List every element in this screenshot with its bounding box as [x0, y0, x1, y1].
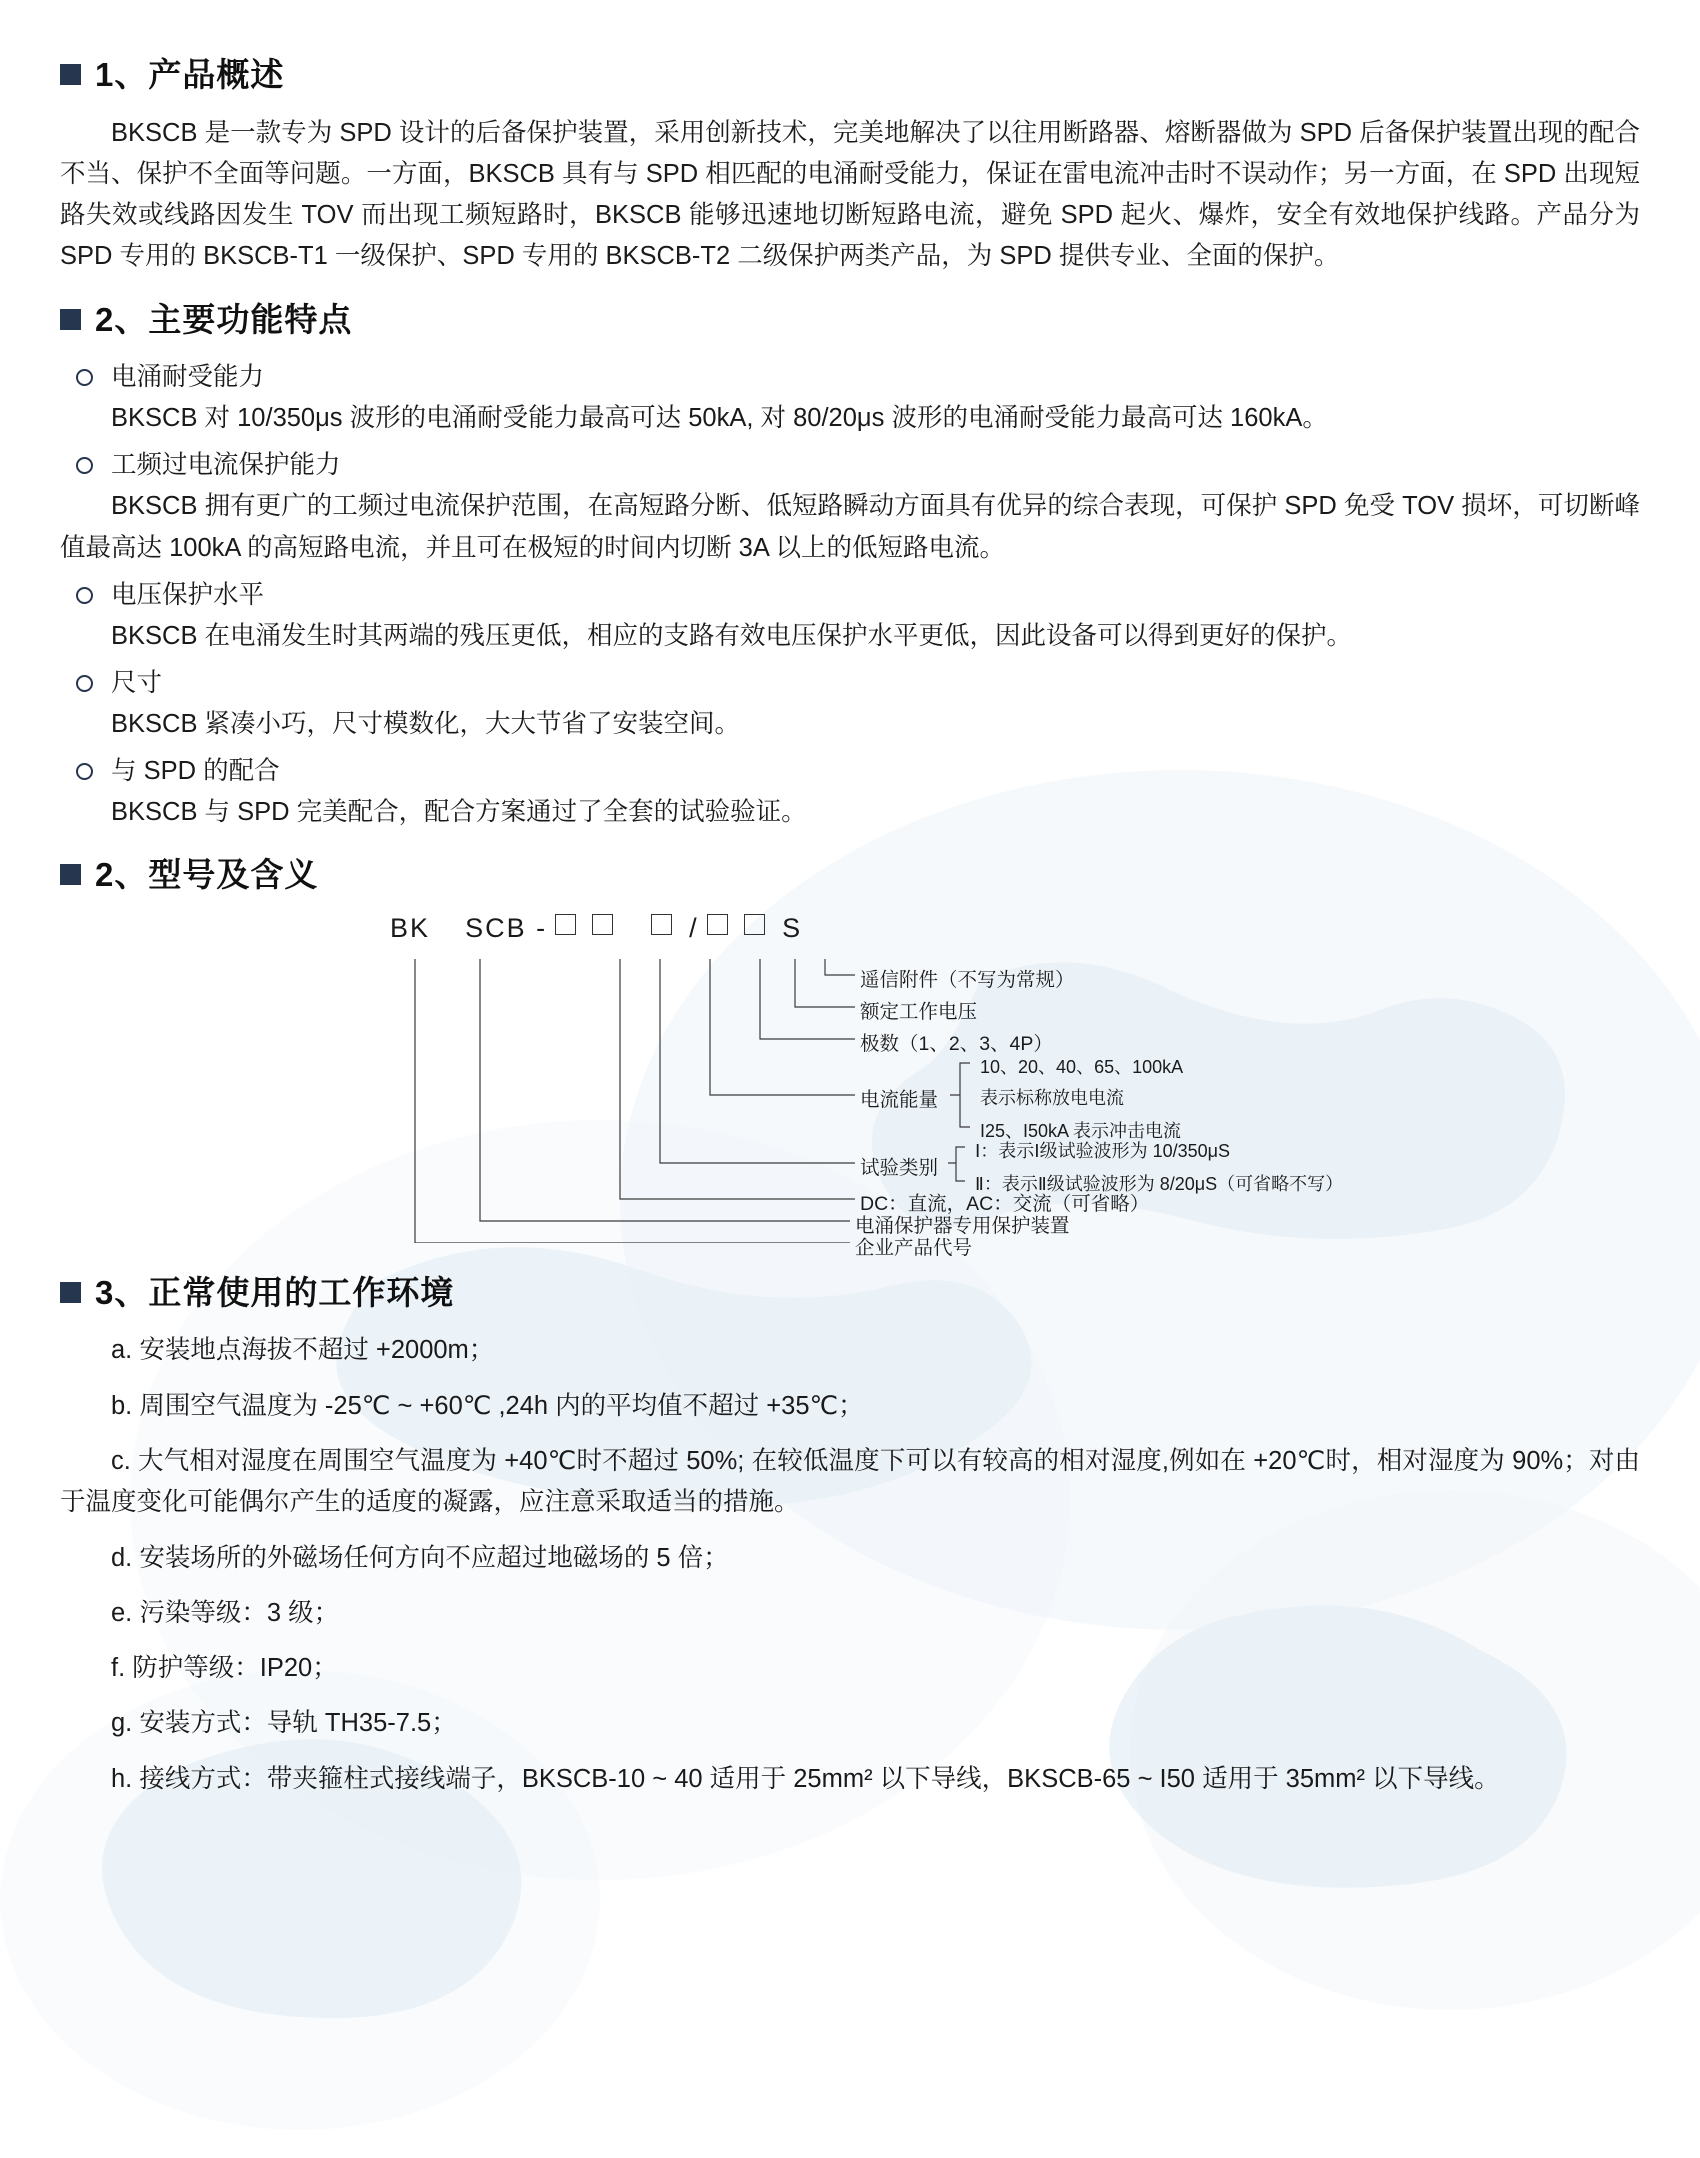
- model-heading: [60, 855, 1640, 895]
- features-heading-text: 2、主要功能特点: [95, 300, 353, 338]
- feature-item: [60, 663, 1640, 745]
- model-label-dcac: DC：直流，AC：交流（可省略）: [860, 1192, 1150, 1215]
- model-label-company: 企业产品代号: [855, 1236, 973, 1259]
- environment-item: f. 防护等级：IP20；: [111, 1654, 338, 1683]
- model-code-prefix: BK: [390, 912, 431, 943]
- square-bullet-icon: [60, 1282, 81, 1303]
- model-label-voltage: 额定工作电压: [860, 1000, 978, 1023]
- model-label-energy: 电流能量: [860, 1088, 939, 1111]
- feature-desc-text: BKSCB 拥有更广的工频过电流保护范围，在高短路分断、低短路瞬动方面具有优异的综合表现，可保护 SPD 免受 TOV 损坏，可切断峰值最高达 100kA 的高短路电流，并且可在极短的时间内切断 3A 以上的低短路电流。: [60, 492, 1640, 562]
- model-label-device: 电涌保护器专用保护装置: [855, 1214, 1070, 1237]
- environment-item: g. 安装方式：导轨 TH35-7.5；: [111, 1709, 457, 1738]
- model-label-energy-note3: I25、I50kA 表示冲击电流: [980, 1120, 1182, 1141]
- environment-heading: [60, 1273, 1640, 1313]
- model-code-mid: SCB: [465, 912, 527, 943]
- circle-bullet-icon: [76, 369, 93, 386]
- feature-title-text: 电涌耐受能力: [111, 363, 265, 392]
- square-bullet-icon: [60, 64, 81, 85]
- model-label-test-note1: Ⅰ：表示Ⅰ级试验波形为 10/350μS: [975, 1140, 1231, 1161]
- environment-item: b. 周围空气温度为 -25℃ ~ +60℃ ,24h 内的平均值不超过 +35℃；: [111, 1391, 864, 1420]
- model-label-energy-note2: 表示标称放电电流: [980, 1087, 1124, 1108]
- circle-bullet-icon: [76, 763, 93, 780]
- feature-item: [60, 751, 1640, 833]
- feature-title-text: 尺寸: [111, 668, 163, 697]
- environment-item: a. 安装地点海拔不超过 +2000m；: [111, 1336, 495, 1365]
- model-code-diagram: [60, 912, 1640, 1259]
- feature-title-text: 工频过电流保护能力: [111, 451, 341, 480]
- circle-bullet-icon: [76, 587, 93, 604]
- model-code-suffix: S: [782, 912, 803, 943]
- model-label-test-class: 试验类别: [860, 1156, 939, 1179]
- overview-heading: [60, 55, 1640, 95]
- feature-title-row: [60, 445, 1640, 486]
- square-bullet-icon: [60, 864, 81, 885]
- model-code-dash: -: [536, 912, 548, 943]
- environment-item: h. 接线方式：带夹箍柱式接线端子，BKSCB-10 ~ 40 适用于 25mm² 以下导线，BKSCB-65 ~ I50 适用于 35mm² 以下导线。: [111, 1764, 1500, 1793]
- section-model-code: [60, 855, 1640, 1259]
- overview-paragraph: BKSCB 是一款专为 SPD 设计的后备保护装置，采用创新技术，完美地解决了以往用断路器、熔断器做为 SPD 后备保护装置出现的配合不当、保护不全面等问题。一方面，BKSCB 具有与 SPD 相匹配的电涌耐受能力，保证在雷电流冲击时不误动作；另一方面，在 SPD 出现短路失效或线路因发生 TOV 而出现工频短路时，BKSCB 能够迅速地切断短路电流，避免 SPD 起火、爆炸，安全有效地保护线路。产品分为 SPD 专用的 BKSCB-T1 一级保护、SPD 专用的 BKSCB-T2 二级保护两类产品，为 SPD 提供专业、全面的保护。: [60, 118, 1640, 271]
- square-bullet-icon: [60, 309, 81, 330]
- feature-title-row: [60, 357, 1640, 398]
- section-features: [60, 300, 1640, 833]
- circle-bullet-icon: [76, 675, 93, 692]
- environment-item: c. 大气相对湿度在周围空气温度为 +40℃时不超过 50%; 在较低温度下可以有较高的相对湿度,例如在 +20℃时，相对湿度为 90%；对由于温度变化可能偶尔产生的适度的凝露，应注意采取适当的措施。: [60, 1446, 1640, 1517]
- model-label-remote: 遥信附件（不写为常规）: [860, 968, 1075, 991]
- feature-title-text: 电压保护水平: [111, 580, 265, 609]
- environment-item: d. 安装场所的外磁场任何方向不应超过地磁场的 5 倍；: [111, 1543, 729, 1572]
- section-overview: [60, 55, 1640, 278]
- feature-item: [60, 357, 1640, 439]
- feature-item: [60, 445, 1640, 568]
- overview-heading-text: 1、产品概述: [95, 56, 285, 93]
- environment-heading-text: 3、正常使用的工作环境: [95, 1273, 455, 1311]
- feature-item: [60, 575, 1640, 657]
- model-leader-lines: [60, 913, 1640, 1243]
- feature-title-row: [60, 663, 1640, 704]
- feature-desc-text: BKSCB 在电涌发生时其两端的残压更低，相应的支路有效电压保护水平更低，因此设备可以得到更好的保护。: [111, 621, 1353, 650]
- section-environment: [60, 1273, 1640, 1800]
- model-label-poles: 极数（1、2、3、4P）: [860, 1032, 1053, 1055]
- circle-bullet-icon: [76, 457, 93, 474]
- feature-title-row: [60, 751, 1640, 792]
- feature-desc-text: BKSCB 与 SPD 完美配合，配合方案通过了全套的试验验证。: [111, 797, 807, 826]
- feature-title-text: 与 SPD 的配合: [111, 757, 280, 786]
- model-code-slash: /: [689, 912, 699, 943]
- model-label-energy-note1: 10、20、40、65、100kA: [980, 1056, 1184, 1077]
- model-label-test-note2: Ⅱ：表示Ⅱ级试验波形为 8/20μS（可省略不写）: [975, 1173, 1344, 1194]
- feature-title-row: [60, 575, 1640, 616]
- feature-desc-text: BKSCB 对 10/350μs 波形的电涌耐受能力最高可达 50kA, 对 80/20μs 波形的电涌耐受能力最高可达 160kA。: [111, 404, 1328, 433]
- model-heading-text: 2、型号及含义: [95, 856, 319, 894]
- features-heading: [60, 300, 1640, 340]
- feature-desc-text: BKSCB 紧凑小巧，尺寸模数化，大大节省了安装空间。: [111, 709, 741, 738]
- environment-item: e. 污染等级：3 级；: [111, 1598, 340, 1627]
